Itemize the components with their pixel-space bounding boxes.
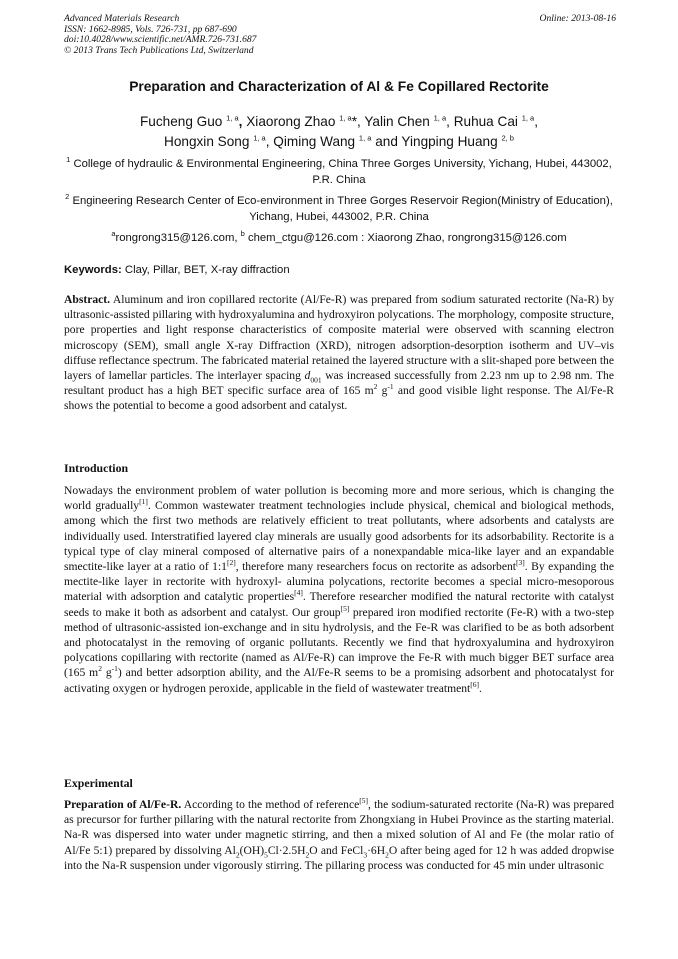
email-b[interactable]: chem_ctgu@126.com : Xiaorong Zhao, rongrong315@126.com xyxy=(247,232,567,244)
author-name: Yalin Chen xyxy=(364,114,430,129)
author-affiliation-mark: 1, a xyxy=(226,113,239,123)
introduction-heading: Introduction xyxy=(64,461,129,475)
author-name: Hongxin Song xyxy=(164,134,250,149)
citation[interactable]: [2] xyxy=(226,558,236,568)
author-affiliation-mark: 1, a xyxy=(339,113,352,123)
journal-name: Advanced Materials Research xyxy=(64,13,180,24)
citation[interactable]: [4] xyxy=(294,588,303,598)
doi-line[interactable]: doi:10.4028/www.scientific.net/AMR.726-731.687 xyxy=(64,34,257,46)
author-affiliation-mark: 2, b xyxy=(501,133,514,143)
abstract-paragraph: Abstract. Aluminum and iron copillared rectorite (Al/Fe-R) was prepared from sodium saturated rectorite (Na-R) by ultrasonic-assisted pillaring with hydroxyalumina and hydroxyiron polycations. The morphology, composite structure, pore properties and light response characteristics of composite material were observed with scanning electron microscopy (SEM), small angle X-ray Diffraction (XRD), nitrogen adsorption-desorption isotherm and UV–vis diffuse reflectance spectrum. The fabricated material retained the layered structure with a slit-shaped pore between the layers of lamellar particles. The interlayer spacing $d_{001}$ was increased successfully from 2.23 nm up to 2.98 nm. The resultant product has a high BET specific surface area of 165 $m^2$ $g^{-1}$ and good visible light response. The Al/Fe-R shows the potential to become a good adsorbent and catalyst. xyxy=(64,293,615,413)
author-affiliation-mark: 1, a xyxy=(521,113,535,123)
citation[interactable]: [3] xyxy=(516,558,525,568)
author-affiliation-mark: 1, a xyxy=(433,113,447,123)
author-name: Xiaorong Zhao xyxy=(246,114,336,129)
author-name: Ruhua Cai xyxy=(453,114,518,129)
citation[interactable]: [5] xyxy=(359,796,369,806)
email-a[interactable]: rongrong315@126.com, xyxy=(115,232,238,244)
issn-line: ISSN: 1662-8985, Vols. 726-731, pp 687-690 xyxy=(64,23,237,35)
affiliation-1: $^1$ College of hydraulic & Environmental Engineering, China Three Gorges University, Yichang, Hubei, 443002, P.R. China xyxy=(66,155,612,186)
affiliation-2: $^2$ Engineering Research Center of Eco-environment in Three Gorges Reservoir Region(Ministry of Education), Yichang, Hubei, 443002, P.R. China xyxy=(65,192,613,223)
online-date: Online: 2013-08-16 xyxy=(539,13,616,24)
citation[interactable]: [5] xyxy=(340,603,350,613)
experimental-paragraph: Preparation of Al/Fe-R. According to the method of reference[5], the sodium-saturated rectorite (Na-R) was prepared as precursor for further pillaring with the natural rectorite from Zhongxiang in Hubei Province as the starting material. Na-R was dispersed into water under magnetic stirring, and then a mixed solution of Al and Fe (the molar ratio of Al/Fe 5:1) prepared by dissolving $Al_2(OH)_5Cl\cdot 2.5H_2O$ and $FeCl_3\cdot 6H_2O$ after being aged for 12 h was added dropwise into the Na-R suspension under vigorously stirring. The pillaring process was conducted for 45 min under ultrasonic xyxy=(64,796,614,872)
keywords-label: Keywords: xyxy=(64,264,122,276)
author-list: Fucheng Guo $^{1, a}$, Xiaorong Zhao $^{1, a}$*, Yalin Chen $^{1, a}$, Ruhua Cai $^{1, a}$, Hongxin Song $^{1, a}$, Qiming Wang $^{1, a}$ and Yingping Huang $^{2, b}$ xyxy=(140,113,538,149)
author-name: Fucheng Guo xyxy=(140,114,223,129)
abstract-label: Abstract. xyxy=(64,293,111,306)
copyright-line: © 2013 Trans Tech Publications Ltd, Switzerland xyxy=(64,44,254,56)
citation[interactable]: [6] xyxy=(470,679,480,689)
author-affiliation-mark: 1, a xyxy=(253,133,266,143)
author-name: Yingping Huang xyxy=(401,134,498,149)
email-line: $^a$rongrong315@126.com, $^b$ chem_ctgu@126.com : Xiaorong Zhao, rongrong315@126.com xyxy=(111,229,567,244)
paper-title: Preparation and Characterization of Al & Fe Copillared Rectorite xyxy=(129,79,549,94)
experimental-heading: Experimental xyxy=(64,776,133,790)
citation[interactable]: [1] xyxy=(139,497,148,507)
keywords-text: Clay, Pillar, BET, X-ray diffraction xyxy=(124,264,290,276)
subsection-label: Preparation of Al/Fe-R. xyxy=(64,798,182,811)
keywords xyxy=(64,264,618,276)
author-affiliation-mark: 1, a xyxy=(358,133,372,143)
author-name: Qiming Wang xyxy=(273,134,356,149)
introduction-paragraph: Nowadays the environment problem of water pollution is becoming more and more serious, which is changing the world gradually[1]. Common wastewater treatment technologies include physical, chemical and biological methods, among which the first two methods are relatively efficient to treat pollutants, where adsorbents and catalysts are individually used. Interstratified layered clay minerals are usually good adsorbents for its adsorbability. Rectorite is a typical type of clay mineral composed of alternative pairs of a nonexpandable mica-like layer and an expandable smectite-like layer at a ratio of 1:1[2], therefore many researchers focus on rectorite as adsorbent[3]. By expanding the mectite-like layer in rectorite with hydroxyl- alumina polycations, rectorite becomes a special micro-mesoporous material with adsorption and catalytic properties[4]. Therefore researcher modified the natural rectorite with catalyst seeds to make it both as adsorbent and catalyst. Our group[5] prepared iron modified rectorite (Fe-R) with a two-step method of ultrasonic-assisted ion-exchange and in situ hydrolysis, and the Fe-R was clarified to be as both adsorbent and photocatalyst in the removing of organic pollutants. Recently we find that hydroxyalumina and hydroxyiron polycations copillaring with rectorite (named as Al/Fe-R) can improve the Fe-R with much bigger BET surface area (165 $m^2$ $g^{-1}$) and better adsorption ability, and the Al/Fe-R seems to be a promising adsorbent and photocatalyst for activating oxygen or hydrogen peroxide, applicable in the field of wastewater treatment[6]. xyxy=(64,484,615,695)
journal-header xyxy=(64,14,444,56)
